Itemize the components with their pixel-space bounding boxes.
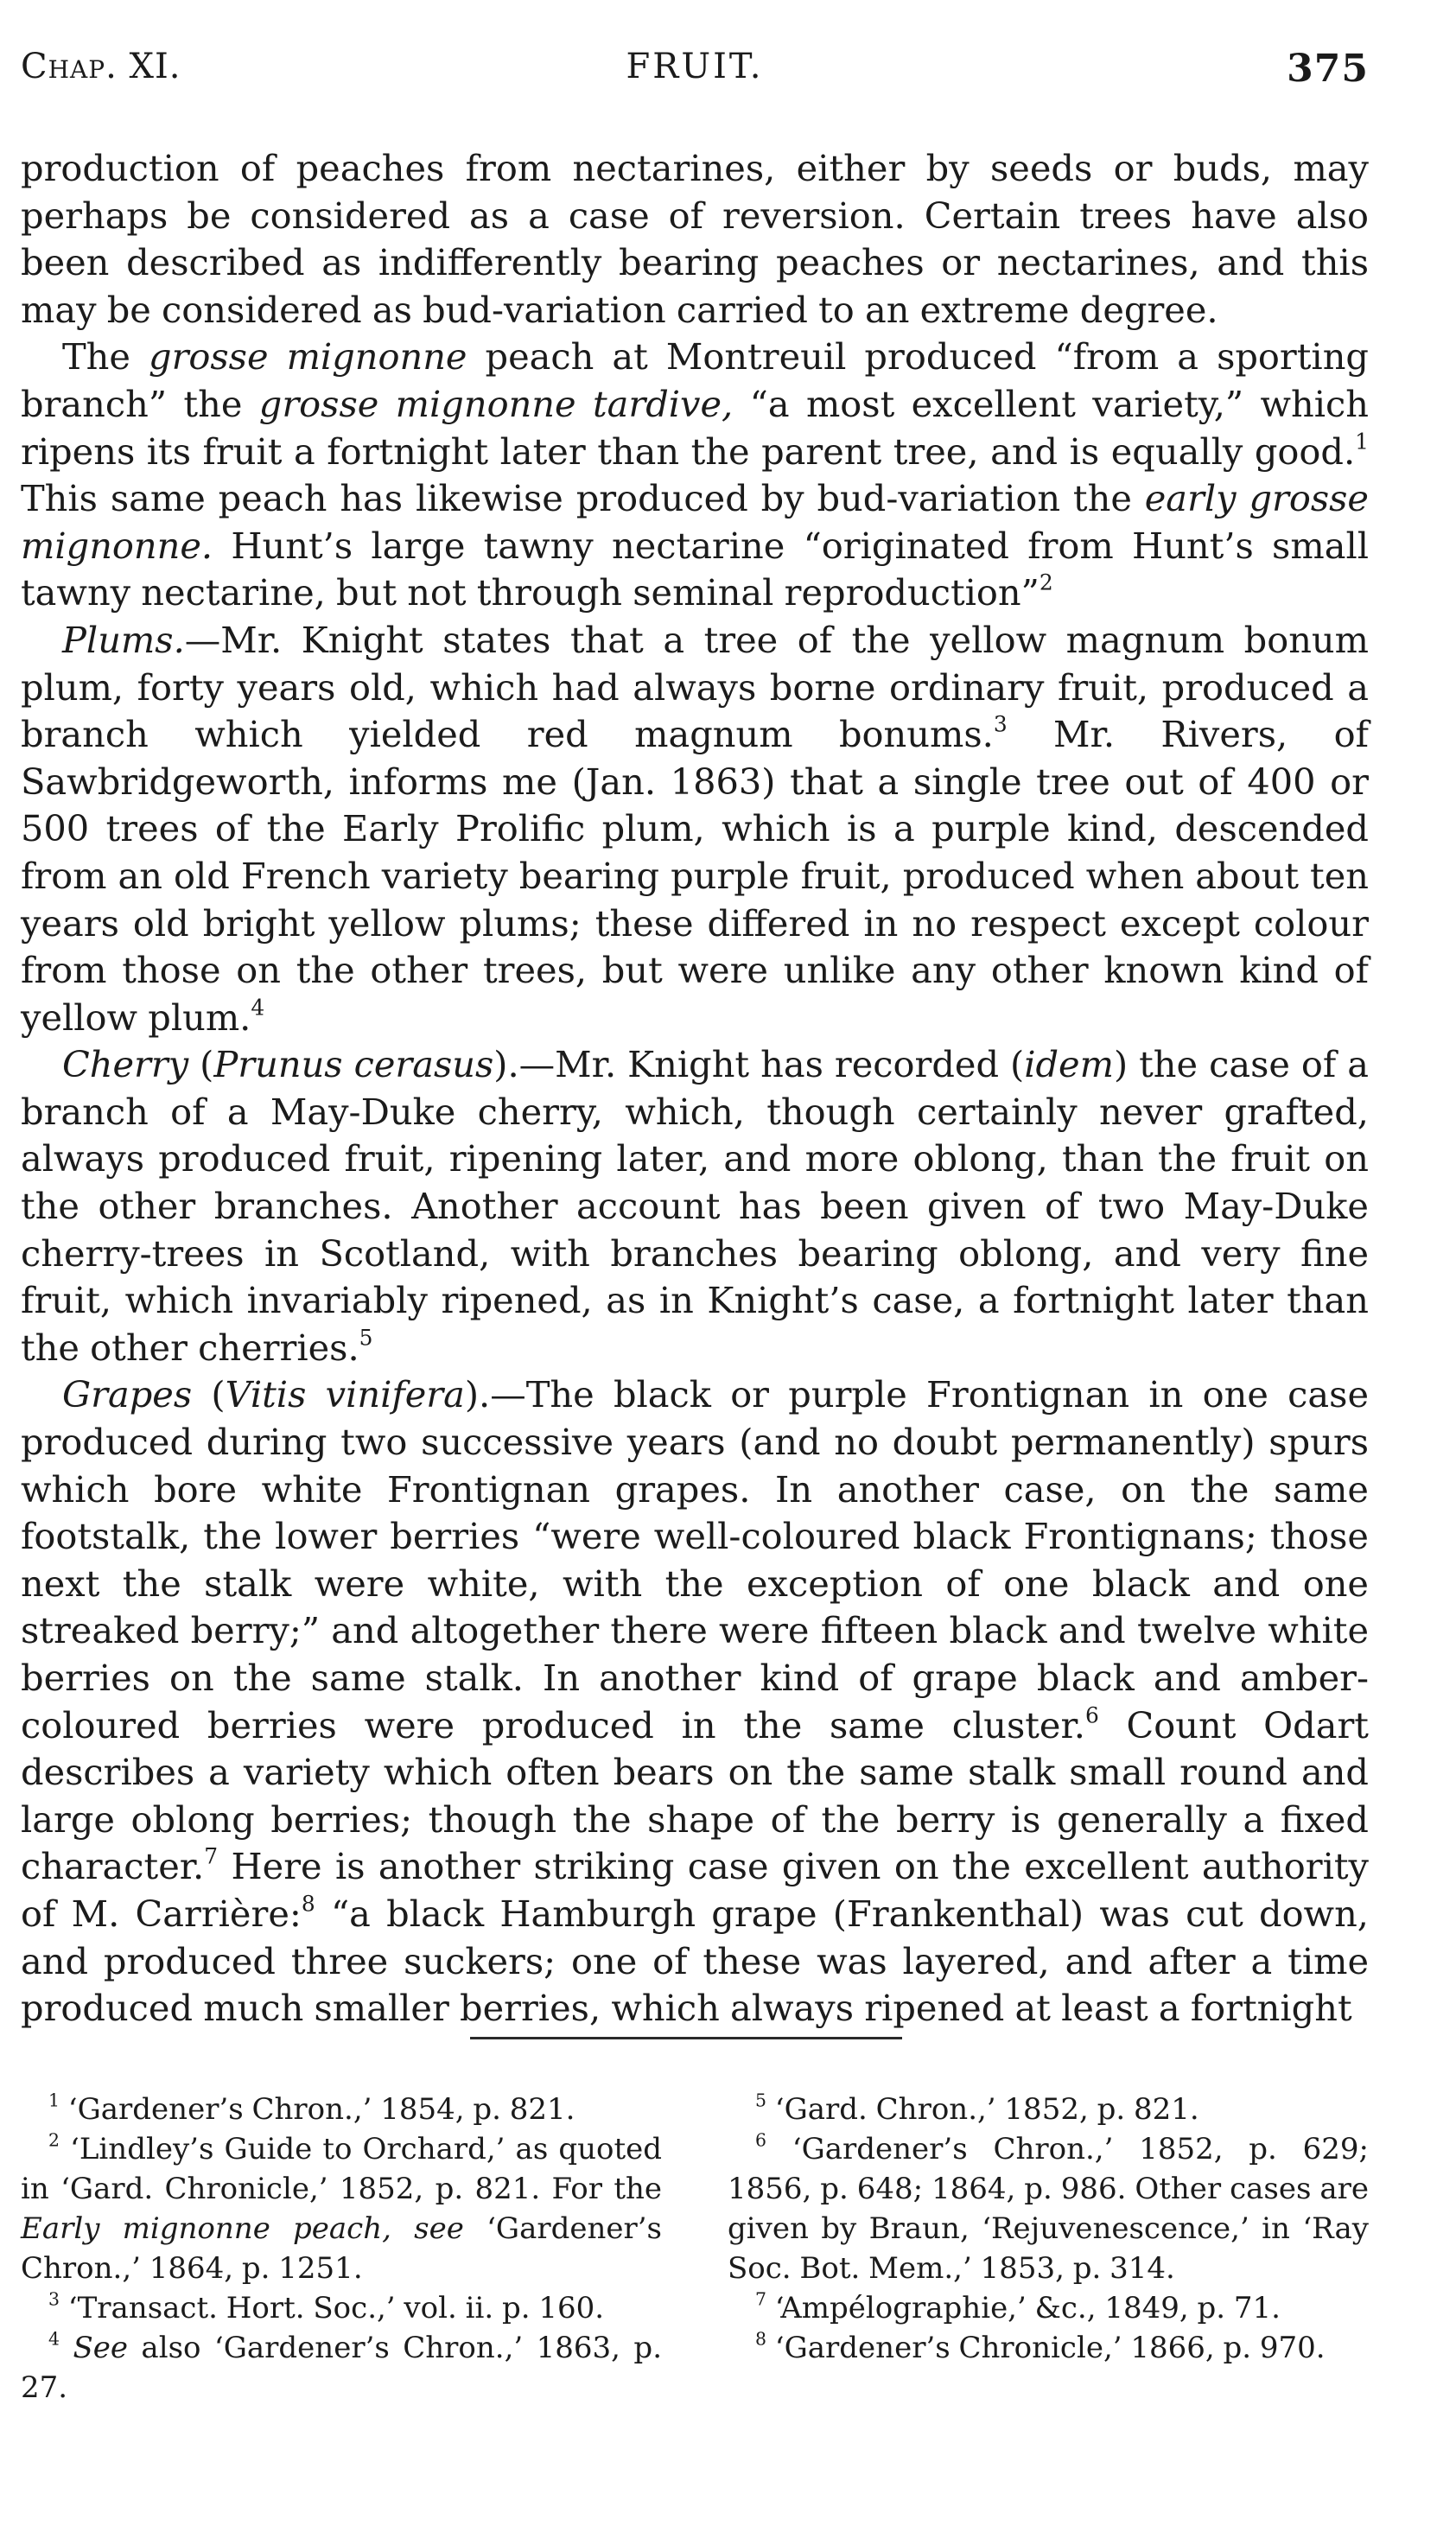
italic-text: see [414, 2211, 464, 2246]
italic-text: Plums. [62, 618, 185, 661]
footnote-marker: 3 [48, 2288, 60, 2310]
footnote [21, 2328, 662, 2408]
text-run: “a black Hamburgh grape (Frankenthal) was cut down, and produced three suckers; one of these was layered, and after a time produced much smaller berries, which always ripened at least a fortnight [21, 1892, 1369, 2030]
running-title: FRUIT. [626, 47, 764, 86]
text-run: ( [192, 1373, 226, 1416]
italic-text: Early mignonne peach, [21, 2211, 391, 2246]
italic-text: early grosse mignonne. [21, 477, 1369, 567]
text-run: ).—Mr. Knight has recorded ( [493, 1043, 1025, 1086]
footnote-marker: 3 [993, 711, 1008, 737]
text-run: ( [188, 1043, 214, 1086]
footnotes-left-column [21, 2090, 662, 2408]
paragraph [21, 617, 1369, 1041]
italic-text: Cherry [62, 1043, 189, 1086]
footnote-divider [470, 2037, 902, 2039]
footnote-marker: 1 [48, 2090, 60, 2111]
italic-text: grosse mignonne tardive, [258, 382, 734, 425]
footnote [21, 2090, 662, 2129]
text-run: Hunt’s large tawny nectarine “originated from Hunt’s small tawny nectarine, but not through seminal reproduction” [21, 524, 1369, 614]
italic-text: Prunus cerasus [213, 1043, 494, 1086]
text-run: ‘Lindley’s Guide to Orchard,’ as quoted in ‘Gard. Chronicle,’ 1852, p. 821. For the [21, 2132, 662, 2206]
body-text [21, 145, 1369, 2033]
text-run: ‘Gardener’s Chron.,’ 1854, p. 821. [59, 2092, 575, 2127]
running-header [21, 47, 1369, 99]
footnote-marker: 4 [48, 2328, 60, 2350]
text-run: “a most excellent variety,” which ripens its fruit a fortnight later than the parent tree, and is equally good. [21, 382, 1369, 473]
footnote-marker: 7 [755, 2288, 766, 2310]
text-run: This same peach has likewise produced by bud-variation the [21, 477, 1145, 520]
footnote-marker: 8 [301, 1891, 315, 1917]
text-run: ‘Gardener’s Chron.,’ 1864, p. 1251. [21, 2211, 663, 2286]
italic-text: idem [1024, 1043, 1114, 1086]
paragraph [21, 1041, 1369, 1371]
footnote-marker: 7 [204, 1843, 219, 1869]
footnote [728, 2090, 1369, 2129]
italic-text: Vitis vinifera [225, 1373, 465, 1416]
footnote-marker: 5 [755, 2090, 766, 2111]
paragraph [21, 334, 1369, 617]
text-run: ) the case of a branch of a May-Duke cherry, which, though certainly never grafted, always produced fruit, ripening later, and more oblong, than the fruit on the other branches. Another account has been given of two May-Duke cherry-trees in Scotland, with branches bearing oblong, and very fine fruit, which invariably ripened, as in Knight’s case, a fortnight later than the other cherries. [21, 1043, 1369, 1369]
text-run: ‘Gardener’s Chronicle,’ 1866, p. 970. [766, 2331, 1326, 2365]
text-run: ‘Gardener’s Chron.,’ 1852, p. 629; 1856, p. 648; 1864, p. 986. Other cases are given by Braun, ‘Rejuvenescence,’ in ‘Ray Soc. Bot. Mem.,’ 1853, p. 314. [728, 2132, 1369, 2286]
footnote-marker: 2 [1039, 569, 1053, 595]
text-run: production of peaches from nectarines, either by seeds or buds, may perhaps be considered as a case of reversion. Certain trees have also been described as indifferently bearing peaches or nectarines, and this may be considered as bud-variation carried to an extreme degree. [21, 147, 1369, 331]
footnote-marker: 6 [755, 2129, 766, 2151]
text-run: Mr. Rivers, of Sawbridgeworth, informs me (Jan. 1863) that a single tree out of 400 or 500 trees of the Early Prolific plum, which is a purple kind, descended from an old French variety bearing purple fruit, produced when about ten years old bright yellow plums; these differed in no respect except colour from those on the other trees, but were unlike any other known kind of yellow plum. [21, 713, 1369, 1039]
text-run: Count Odart describes a variety which often bears on the same stalk small round and large oblong berries; though the shape of the berry is generally a fixed character. [21, 1703, 1369, 1888]
text-run: also ‘Gardener’s Chron.,’ 1863, p. 27. [21, 2331, 663, 2405]
text-run [391, 2211, 414, 2246]
footnote-marker: 6 [1084, 1702, 1099, 1728]
paragraph [21, 145, 1369, 334]
page-number: 375 [1287, 47, 1369, 91]
italic-text: Grapes [62, 1373, 193, 1416]
footnote [728, 2129, 1369, 2288]
footnote [728, 2288, 1369, 2328]
footnote-marker: 8 [755, 2328, 766, 2350]
text-run: ‘Transact. Hort. Soc.,’ vol. ii. p. 160. [59, 2291, 605, 2325]
footnote-marker: 1 [1355, 429, 1369, 455]
text-run [60, 2331, 73, 2365]
footnote [21, 2129, 662, 2288]
footnotes-right-column [728, 2090, 1369, 2368]
footnote [21, 2288, 662, 2328]
text-run: ).—The black or purple Frontignan in one case produced during two successive years (and no doubt permanently) spurs which bore white Frontignan grapes. In another case, on the same footstalk, the lower berries “were well-coloured black Frontignans; those next the stalk were white, with the exception of one black and one streaked berry;” and altogether there were fifteen black and twelve white berries on the same stalk. In another kind of grape black and amber-coloured berries were produced in the same cluster. [21, 1373, 1370, 1746]
footnote [728, 2328, 1369, 2368]
text-run: The [62, 335, 149, 379]
italic-text: See [73, 2331, 128, 2365]
footnote-marker: 2 [48, 2129, 60, 2151]
italic-text: grosse mignonne [149, 335, 467, 379]
footnote-marker: 4 [251, 995, 265, 1021]
text-run: —Mr. Knight states that a tree of the yellow magnum bonum plum, forty years old, which had always borne ordinary fruit, produced a branch which yielded red magnum bonums. [21, 618, 1369, 756]
book-page [21, 0, 1369, 2532]
text-run: peach at Montreuil produced “from a sporting branch” the [21, 335, 1369, 425]
footnote-marker: 5 [359, 1325, 373, 1351]
text-run: Here is another striking case given on the excellent authority of M. Carrière: [21, 1845, 1369, 1935]
chapter-label: Chap. XI. [21, 47, 181, 86]
text-run: ‘Ampélographie,’ &c., 1849, p. 71. [766, 2291, 1281, 2325]
text-run: ‘Gard. Chron.,’ 1852, p. 821. [766, 2092, 1199, 2127]
paragraph [21, 1371, 1369, 2032]
